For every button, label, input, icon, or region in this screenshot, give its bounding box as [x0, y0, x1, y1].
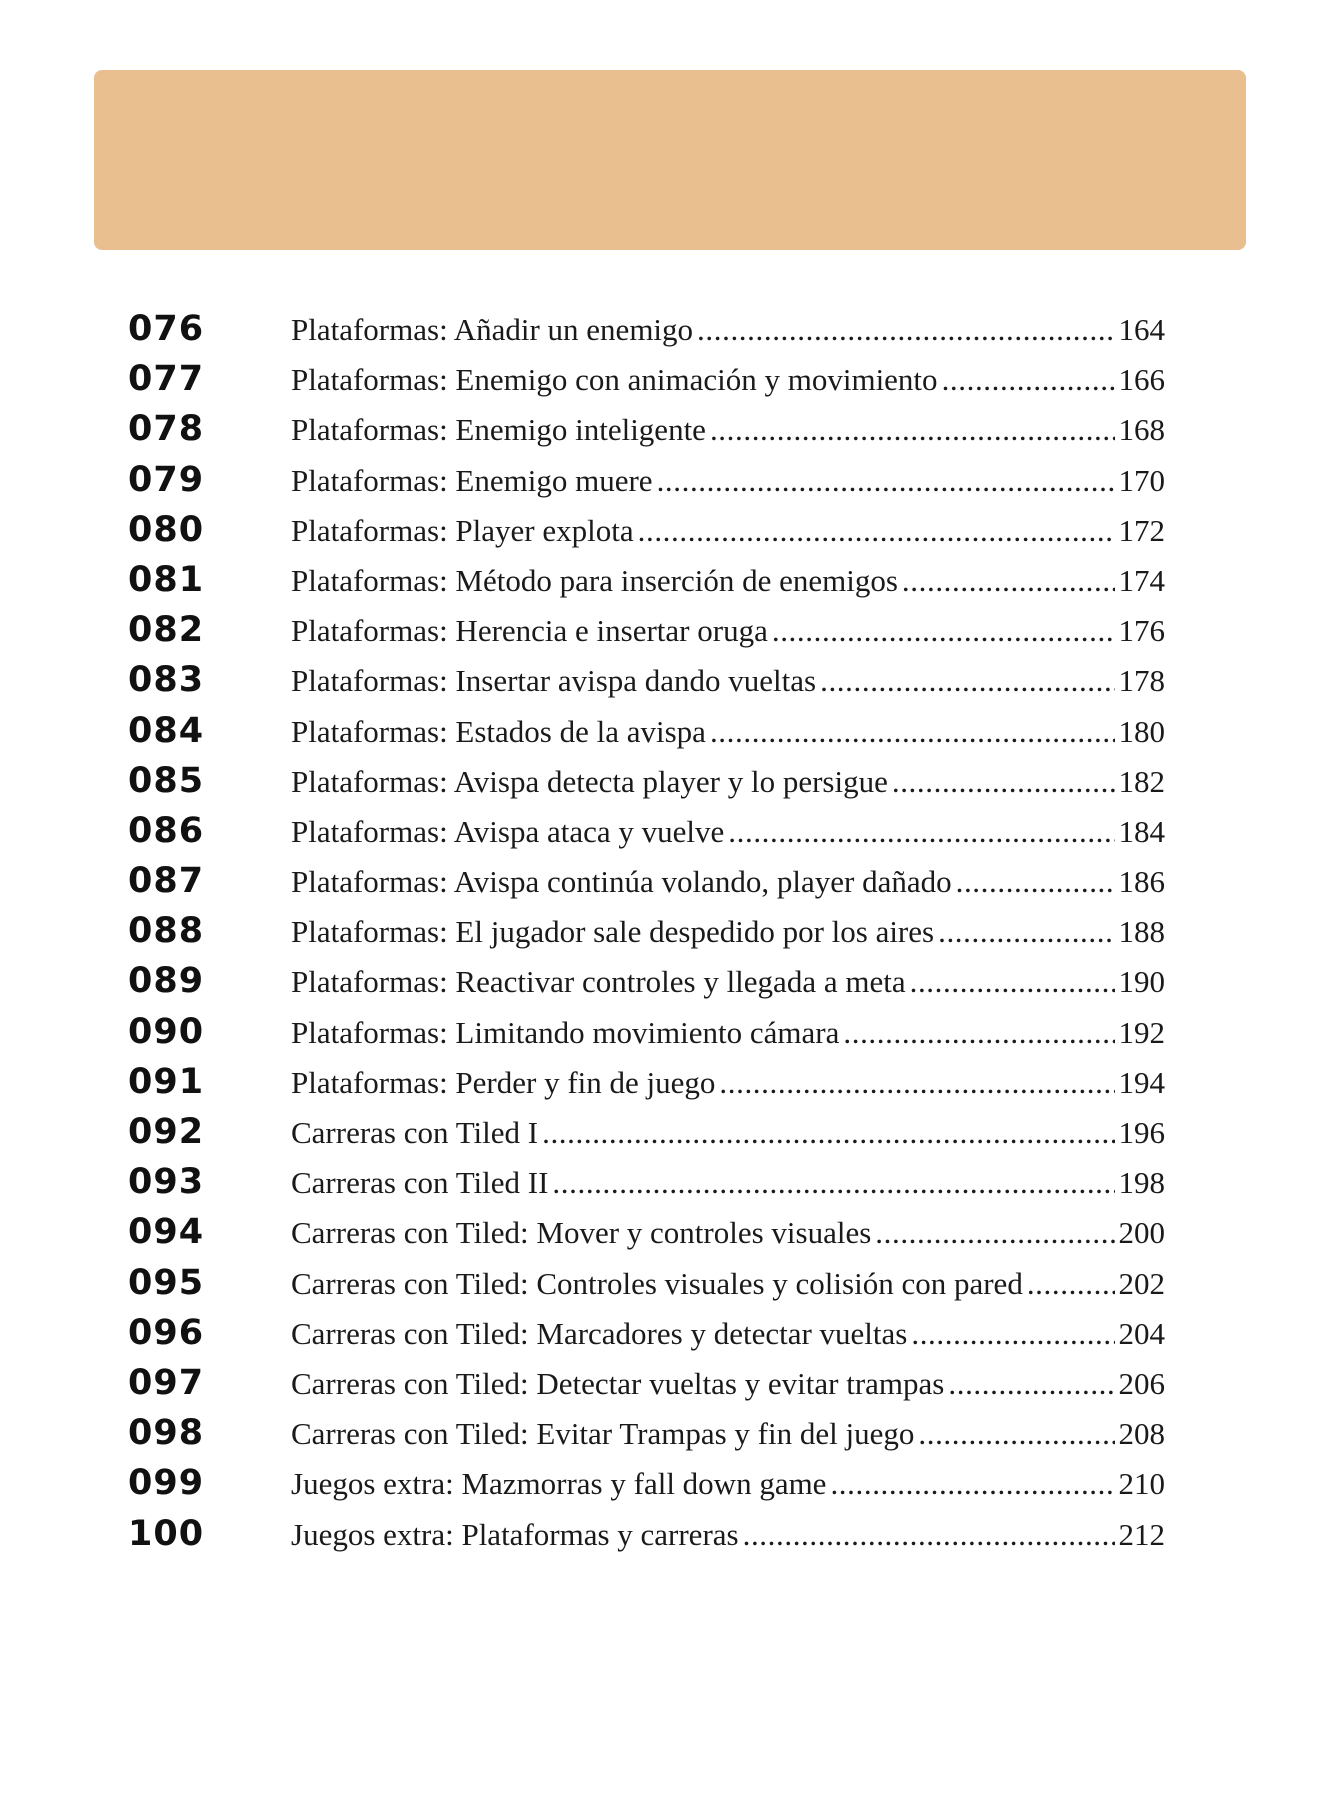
- page-number: 186: [1118, 864, 1165, 900]
- dot-leader: [1027, 1266, 1115, 1302]
- toc-entry: [291, 1215, 1165, 1251]
- toc-entry: [291, 1065, 1165, 1101]
- toc-entry: [291, 814, 1165, 850]
- page-number: 188: [1118, 914, 1165, 950]
- chapter-number: 094: [128, 1212, 205, 1253]
- chapter-number: 077: [128, 359, 205, 400]
- toc-entry: [291, 362, 1165, 398]
- chapter-number: 083: [128, 660, 205, 701]
- toc-row: [128, 660, 1165, 710]
- toc-row: [128, 1212, 1165, 1262]
- chapter-number: 087: [128, 861, 205, 902]
- chapter-title: Plataformas: Enemigo inteligente: [291, 412, 706, 448]
- toc-entry: [291, 1466, 1165, 1502]
- page-number: 204: [1118, 1315, 1165, 1351]
- chapter-number: 099: [128, 1463, 205, 1504]
- toc-row: [128, 510, 1165, 560]
- chapter-title: Carreras con Tiled: Mover y controles visuales: [291, 1215, 872, 1251]
- table-of-contents: [128, 309, 1165, 1564]
- page-number: 212: [1118, 1516, 1165, 1552]
- chapter-title: Carreras con Tiled II: [291, 1165, 549, 1201]
- toc-entry: [291, 714, 1165, 750]
- toc-entry: [291, 412, 1165, 448]
- dot-leader: [942, 362, 1115, 398]
- chapter-title: Juegos extra: Plataformas y carreras: [291, 1516, 739, 1552]
- page-number: 180: [1118, 713, 1165, 749]
- chapter-title: Plataformas: Añadir un enemigo: [291, 312, 694, 347]
- toc-entry: [291, 914, 1165, 950]
- toc-entry: [291, 1165, 1165, 1201]
- dot-leader: [710, 714, 1115, 750]
- toc-entry: [291, 1366, 1165, 1402]
- chapter-number: 097: [128, 1362, 205, 1403]
- chapter-title: Carreras con Tiled: Marcadores y detectar vueltas: [291, 1315, 908, 1351]
- toc-entry: [291, 864, 1165, 900]
- dot-leader: [948, 1366, 1114, 1402]
- dot-leader: [875, 1215, 1114, 1251]
- toc-entry: [291, 1517, 1165, 1553]
- chapter-number: 084: [128, 710, 205, 751]
- dot-leader: [772, 613, 1115, 649]
- toc-row: [128, 560, 1165, 610]
- chapter-number: 082: [128, 610, 205, 651]
- chapter-title: Plataformas: Perder y fin de juego: [291, 1064, 716, 1100]
- toc-row: [128, 1012, 1165, 1062]
- toc-entry: [291, 964, 1165, 1000]
- dot-leader: [820, 663, 1114, 699]
- chapter-title: Plataformas: Estados de la avispa: [291, 713, 706, 749]
- header-band: [94, 70, 1246, 250]
- toc-row: [128, 1062, 1165, 1112]
- chapter-number: 081: [128, 559, 205, 600]
- chapter-title: Plataformas: Limitando movimiento cámara: [291, 1014, 840, 1050]
- page-number: 176: [1118, 613, 1165, 649]
- chapter-number: 080: [128, 509, 205, 550]
- dot-leader: [697, 312, 1114, 348]
- toc-row: [128, 711, 1165, 761]
- chapter-title: Carreras con Tiled: Detectar vueltas y evitar trampas: [291, 1365, 945, 1401]
- dot-leader: [638, 513, 1115, 549]
- toc-row: [128, 1162, 1165, 1212]
- chapter-number: 078: [128, 409, 205, 450]
- toc-row: [128, 409, 1165, 459]
- toc-row: [128, 911, 1165, 961]
- page-number: 210: [1118, 1466, 1165, 1502]
- dot-leader: [843, 1015, 1114, 1051]
- dot-leader: [728, 814, 1114, 850]
- page-number: 206: [1118, 1365, 1165, 1401]
- page-number: 174: [1118, 562, 1165, 598]
- chapter-title: Carreras con Tiled: Evitar Trampas y fin del juego: [291, 1416, 915, 1452]
- chapter-number: 086: [128, 810, 205, 851]
- chapter-number: 098: [128, 1413, 205, 1454]
- chapter-number: 079: [128, 459, 205, 500]
- chapter-number: 076: [128, 309, 205, 349]
- dot-leader: [830, 1466, 1114, 1502]
- chapter-title: Plataformas: Avispa ataca y vuelve: [291, 813, 725, 849]
- toc-entry: [291, 1115, 1165, 1151]
- toc-row: [128, 811, 1165, 861]
- page-number: 198: [1118, 1165, 1165, 1201]
- chapter-title: Plataformas: Enemigo con animación y movimiento: [291, 362, 938, 398]
- toc-row: [128, 1313, 1165, 1363]
- chapter-title: Plataformas: Herencia e insertar oruga: [291, 613, 768, 649]
- toc-row: [128, 861, 1165, 911]
- chapter-number: 085: [128, 760, 205, 801]
- page-number: 208: [1118, 1416, 1165, 1452]
- dot-leader: [542, 1115, 1114, 1151]
- page-number: 164: [1118, 312, 1165, 347]
- chapter-title: Plataformas: Avispa detecta player y lo persigue: [291, 763, 888, 799]
- page-number: 170: [1118, 462, 1165, 498]
- chapter-title: Juegos extra: Mazmorras y fall down game: [291, 1466, 827, 1502]
- toc-row: [128, 1363, 1165, 1413]
- toc-entry: [291, 1266, 1165, 1302]
- toc-row: [128, 610, 1165, 660]
- chapter-number: 089: [128, 961, 205, 1002]
- chapter-title: Plataformas: Insertar avispa dando vueltas: [291, 663, 817, 699]
- toc-entry: [291, 1015, 1165, 1051]
- chapter-number: 092: [128, 1112, 205, 1152]
- page-number: 168: [1118, 412, 1165, 448]
- toc-entry: [291, 563, 1165, 599]
- toc-row: [128, 961, 1165, 1011]
- page-number: 172: [1118, 512, 1165, 548]
- chapter-title: Plataformas: Método para inserción de enemigos: [291, 562, 898, 598]
- toc-row: [128, 309, 1165, 359]
- chapter-number: 095: [128, 1262, 205, 1303]
- page-number: 200: [1118, 1215, 1165, 1251]
- page-number: 166: [1118, 362, 1165, 398]
- dot-leader: [657, 463, 1115, 499]
- dot-leader: [911, 1316, 1114, 1352]
- page-number: 190: [1118, 964, 1165, 1000]
- dot-leader: [902, 563, 1115, 599]
- chapter-title: Plataformas: Avispa continúa volando, player dañado: [291, 864, 952, 900]
- chapter-title: Plataformas: Player explota: [291, 512, 634, 548]
- dot-leader: [918, 1416, 1114, 1452]
- chapter-title: Plataformas: Reactivar controles y llegada a meta: [291, 964, 906, 1000]
- toc-entry: [291, 663, 1165, 699]
- toc-entry: [291, 513, 1165, 549]
- chapter-number: 091: [128, 1061, 205, 1102]
- page-number: 184: [1118, 813, 1165, 849]
- page-number: 178: [1118, 663, 1165, 699]
- toc-row: [128, 1463, 1165, 1513]
- chapter-number: 090: [128, 1011, 205, 1052]
- toc-row: [128, 1413, 1165, 1463]
- page-number: 202: [1118, 1265, 1165, 1301]
- chapter-number: 093: [128, 1162, 205, 1203]
- page-number: 182: [1118, 763, 1165, 799]
- toc-entry: [291, 312, 1165, 348]
- toc-row: [128, 359, 1165, 409]
- toc-row: [128, 1514, 1165, 1564]
- dot-leader: [938, 914, 1114, 950]
- dot-leader: [910, 964, 1115, 1000]
- toc-entry: [291, 463, 1165, 499]
- page-number: 194: [1118, 1064, 1165, 1100]
- chapter-title: Plataformas: El jugador sale despedido por los aires: [291, 914, 935, 950]
- chapter-title: Carreras con Tiled I: [291, 1115, 539, 1150]
- toc-entry: [291, 613, 1165, 649]
- toc-row: [128, 761, 1165, 811]
- page-number: 192: [1118, 1014, 1165, 1050]
- toc-entry: [291, 1316, 1165, 1352]
- chapter-title: Plataformas: Enemigo muere: [291, 462, 653, 498]
- page-number: 196: [1118, 1115, 1165, 1150]
- dot-leader: [892, 764, 1115, 800]
- chapter-number: 096: [128, 1312, 205, 1353]
- chapter-number: 100: [128, 1513, 205, 1554]
- chapter-title: Carreras con Tiled: Controles visuales y colisión con pared: [291, 1265, 1023, 1301]
- toc-entry: [291, 1416, 1165, 1452]
- toc-entry: [291, 764, 1165, 800]
- dot-leader: [719, 1065, 1114, 1101]
- chapter-number: 088: [128, 911, 205, 952]
- toc-row: [128, 1112, 1165, 1162]
- toc-row: [128, 1263, 1165, 1313]
- toc-row: [128, 460, 1165, 510]
- dot-leader: [710, 412, 1115, 448]
- dot-leader: [743, 1517, 1115, 1553]
- dot-leader: [552, 1165, 1114, 1201]
- dot-leader: [956, 864, 1115, 900]
